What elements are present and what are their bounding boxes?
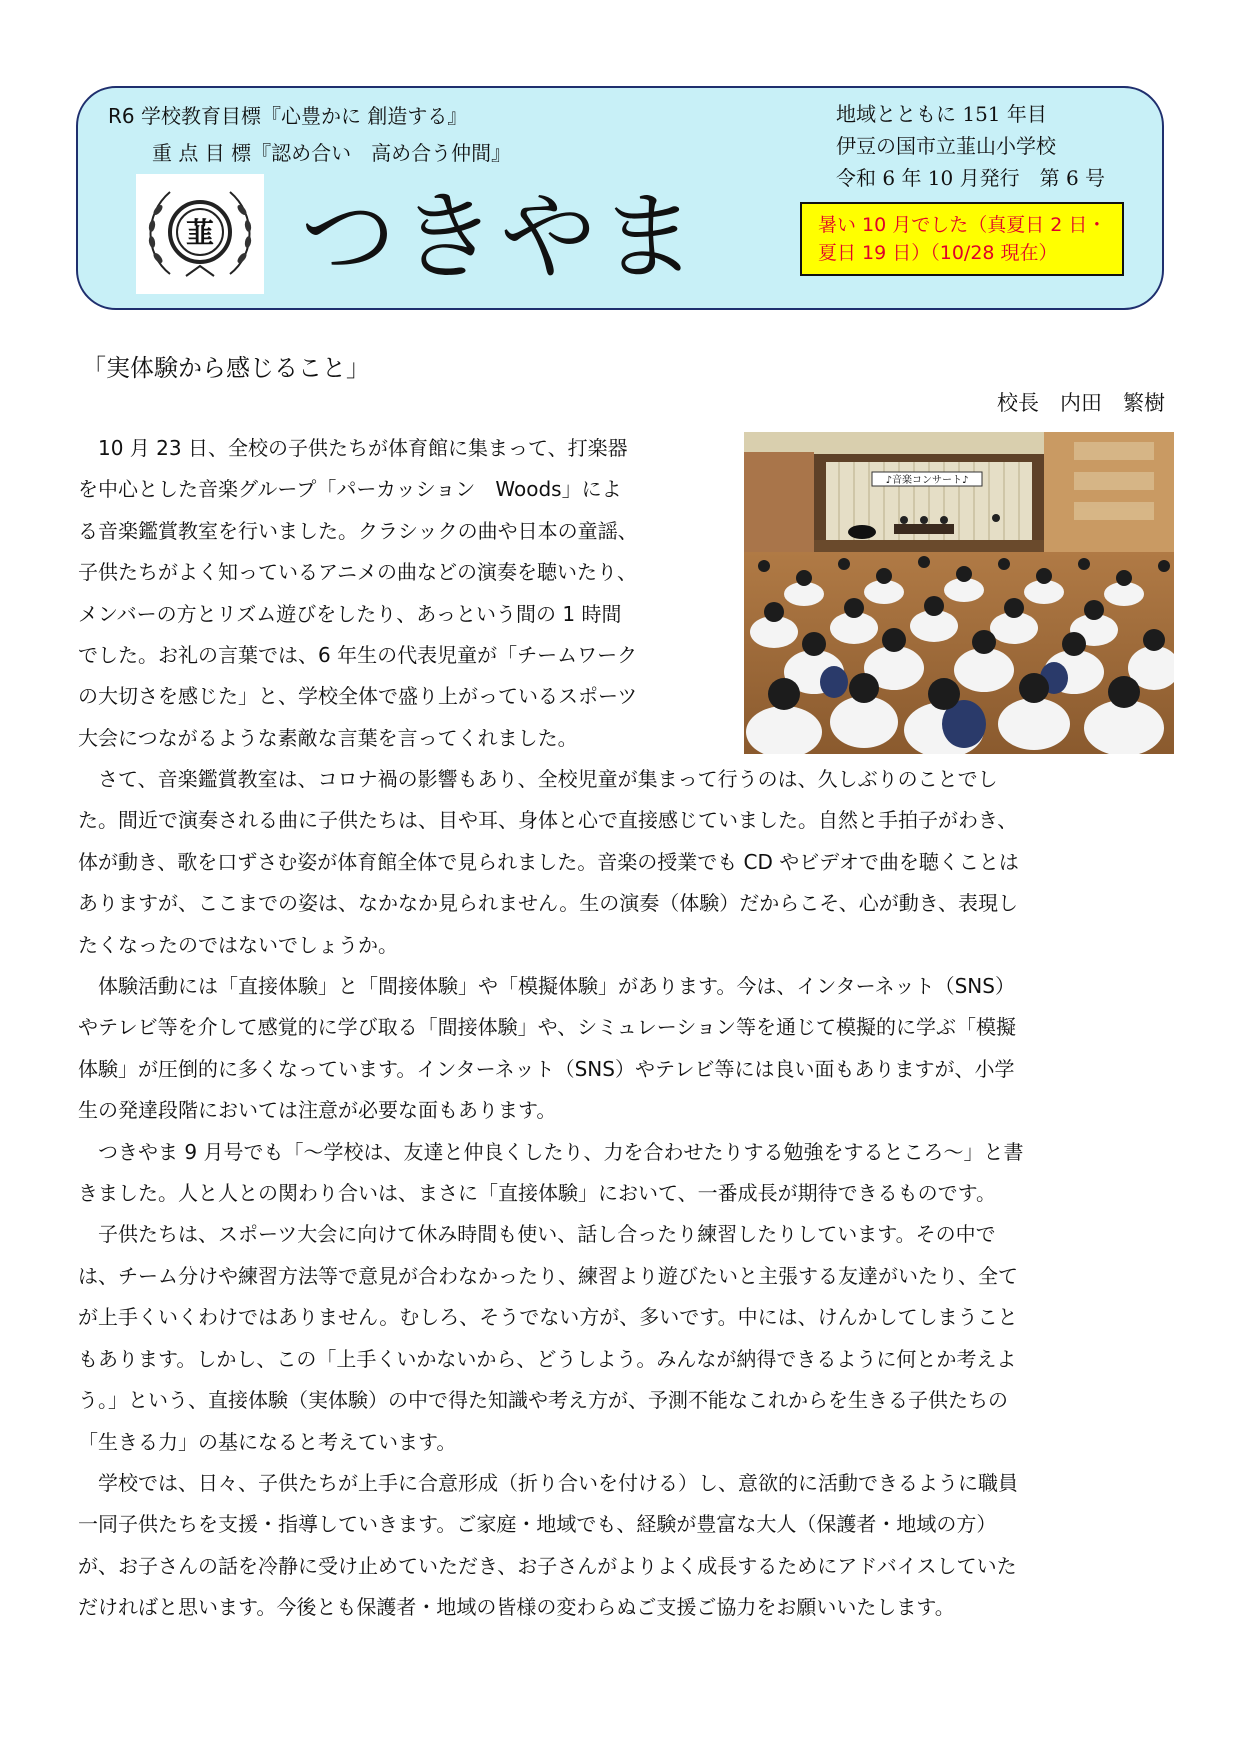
article-intro — [78, 428, 638, 759]
text-line: 体が動き、歌を口ずさむ姿が体育館全体で見られました。音楽の授業でも CD やビデオで曲を聴くことは — [78, 849, 1019, 874]
text-line: う。」という、直接体験（実体験）の中で得た知識や考え方が、予測不能なこれからを生きる子供たちの — [78, 1388, 1008, 1413]
text-line: 子供たちは、スポーツ大会に向けて休み時間も使い、話し合ったり練習したりしています。その中で — [78, 1222, 996, 1247]
school-goal: R6 学校教育目標『心豊かに 創造する』 — [108, 104, 468, 128]
text-line: さて、音楽鑑賞教室は、コロナ禍の影響もあり、全校児童が集まって行うのは、久しぶりのことでし — [78, 767, 998, 791]
school-emblem-logo — [136, 174, 264, 294]
text-line: の大切さを感じた」と、学校全体で盛り上がっているスポーツ — [78, 684, 638, 709]
text-line: 生の発達段階においては注意が必要な面もあります。 — [78, 1098, 557, 1123]
text-line: 「生きる力」の基になると考えています。 — [78, 1429, 457, 1454]
emblem-character: 韮 — [185, 216, 215, 249]
text-line: が、お子さんの話を冷静に受け止めていただき、お子さんがよりよく成長するためにアドバイスしていた — [78, 1553, 1017, 1578]
meta-issue: 令和 6 年 10 月発行 第 6 号 — [836, 166, 1106, 190]
text-line: 学校では、日々、子供たちが上手に合意形成（折り合いを付ける）し、意欲的に活動できるように職員 — [78, 1470, 1018, 1495]
text-line: もあります。しかし、この「上手くいかないから、どうしよう。みんなが納得できるように何とか考えよ — [78, 1346, 1017, 1371]
newsletter-title: つきやま — [300, 181, 700, 293]
text-line: が上手くいくわけではありません。むしろ、そうでない方が、多いです。中には、けんかしてしまうこと — [78, 1305, 1018, 1330]
notice-line: 夏日 19 日）（10/28 現在） — [818, 242, 1058, 264]
photo-banner-text: ♪音楽コンサート♪ — [885, 475, 969, 486]
text-line: たくなったのではないでしょうか。 — [78, 932, 398, 957]
text-line: 大会につながるような素敵な言葉を言ってくれました。 — [78, 725, 578, 750]
text-line: 子供たちがよく知っているアニメの曲などの演奏を聴いたり、 — [78, 560, 637, 585]
priority-goal: 重 点 目 標『認め合い 高め合う仲間』 — [152, 141, 512, 165]
meta-anniversary: 地域とともに 151 年目 — [836, 102, 1047, 126]
text-line: でした。お礼の言葉では、6 年生の代表児童が「チームワーク — [78, 643, 638, 668]
text-line: 10 月 23 日、全校の子供たちが体育館に集まって、打楽器 — [78, 436, 628, 460]
text-line: きました。人と人との関わり合いは、まさに「直接体験」において、一番成長が期待できるものです。 — [78, 1181, 996, 1206]
text-line: を中心とした音楽グループ「パーカッション Woods」によ — [78, 477, 622, 502]
text-line: ありますが、ここまでの姿は、なかなか見られません。生の演奏（体験）だからこそ、心が動き、表現し — [78, 891, 1018, 916]
text-line: た。間近で演奏される曲に子供たちは、目や耳、身体と心で直接感じていました。自然と手拍子がわき、 — [78, 808, 1018, 833]
text-line: だければと思います。今後とも保護者・地域の皆様の変わらぬご支援ご協力をお願いいたします。 — [78, 1595, 955, 1620]
text-line: つきやま 9 月号でも「～学校は、友達と仲良くしたり、力を合わせたりする勉強をするところ～」と書 — [78, 1139, 1024, 1164]
text-line: やテレビ等を介して感覚的に学び取る「間接体験」や、シミュレーション等を通じて模擬的に学ぶ「模擬 — [78, 1015, 1016, 1040]
text-line: メンバーの方とリズム遊びをしたり、あっという間の 1 時間 — [78, 601, 622, 626]
text-line: る音楽鑑賞教室を行いました。クラシックの曲や日本の童謡、 — [78, 518, 638, 543]
text-line: 体験活動には「直接体験」と「間接体験」や「模擬体験」があります。今は、インターネット（SNS） — [78, 974, 1015, 999]
text-line: 体験」が圧倒的に多くなっています。インターネット（SNS）やテレビ等には良い面もありますが、小学 — [78, 1056, 1015, 1081]
concert-photo — [744, 432, 1174, 754]
notice-line: 暑い 10 月でした（真夏日 2 日・ — [818, 214, 1107, 236]
article-body — [78, 759, 1023, 1629]
meta-school-name: 伊豆の国市立韮山小学校 — [836, 134, 1056, 158]
text-line: 一同子供たちを支援・指導していきます。ご家庭・地域でも、経験が豊富な大人（保護者・地域の方） — [78, 1512, 997, 1537]
weather-notice — [800, 202, 1124, 276]
article-title: 「実体験から感じること」 — [82, 354, 370, 382]
article-author: 校長 内田 繁樹 — [997, 391, 1165, 415]
text-line: は、チーム分けや練習方法等で意見が合わなかったり、練習より遊びたいと主張する友達がいたり、全て — [78, 1263, 1018, 1288]
